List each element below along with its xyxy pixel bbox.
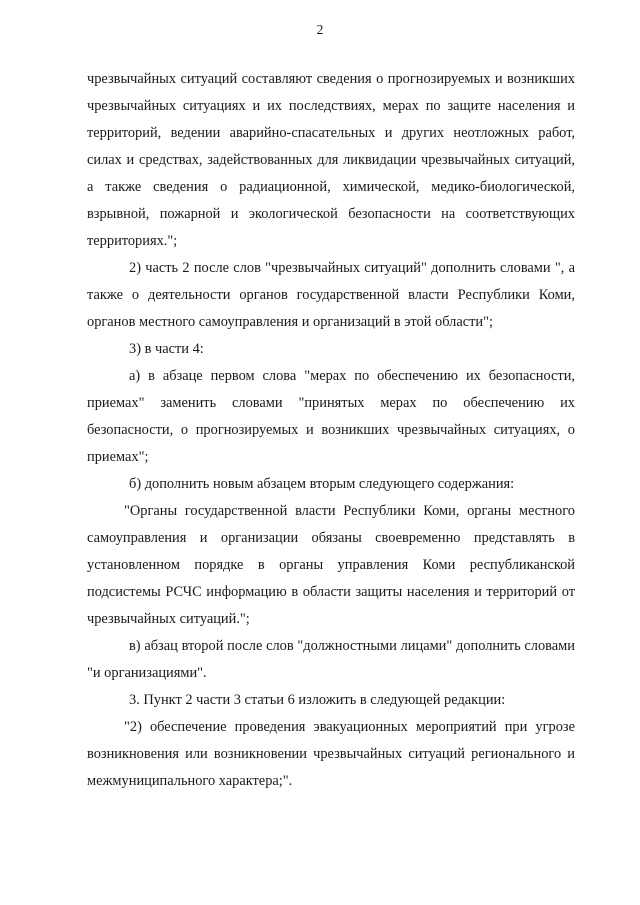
paragraph-subitem-v: в) абзац второй после слов "должностными лицами" дополнить словами "и организациями".: [87, 638, 575, 681]
paragraph-point-3: 3. Пункт 2 части 3 статьи 6 изложить в следующей редакции:: [129, 692, 506, 708]
document-body: [87, 66, 575, 795]
paragraph-quoted-new-clause: "Органы государственной власти Республики Коми, органы местного самоуправления и организации обязаны своевременно представлять в установленном порядке в органы управления Коми республиканской подсистемы РСЧС информацию в области защиты населения и территорий от чрезвычайных ситуаций.";: [87, 503, 575, 627]
page-number: 2: [316, 22, 324, 37]
paragraph-quoted-point-2: "2) обеспечение проведения эвакуационных мероприятий при угрозе возникновения или возникновении чрезвычайных ситуаций регионального и межмуниципального характера;".: [87, 719, 575, 789]
paragraph-subitem-a: а) в абзаце первом слова "мерах по обеспечению их безопасности, приемах" заменить словами "принятых мерах по обеспечению их безопасности, о прогнозируемых и возникших чрезвычайных ситуациях, о приемах";: [87, 368, 575, 465]
paragraph-definition-continuation: чрезвычайных ситуаций составляют сведения о прогнозируемых и возникших чрезвычайных ситуациях и их последствиях, мерах по защите населения и территорий, ведении аварийно-спасательных и других неотложных работ, силах и средствах, задействованных для ликвидации чрезвычайных ситуаций, а также сведения о радиационной, химической, медико-биологической, взрывной, пожарной и экологической безопасности на соответствующих территориях.";: [87, 71, 575, 249]
paragraph-item-3: 3) в части 4:: [129, 341, 204, 357]
paragraph-subitem-b: б) дополнить новым абзацем вторым следующего содержания:: [129, 476, 515, 492]
paragraph-item-2: 2) часть 2 после слов "чрезвычайных ситуаций" дополнить словами ", а также о деятельности органов государственной власти Республики Коми, органов местного самоуправления и организаций в этой области";: [87, 260, 575, 330]
